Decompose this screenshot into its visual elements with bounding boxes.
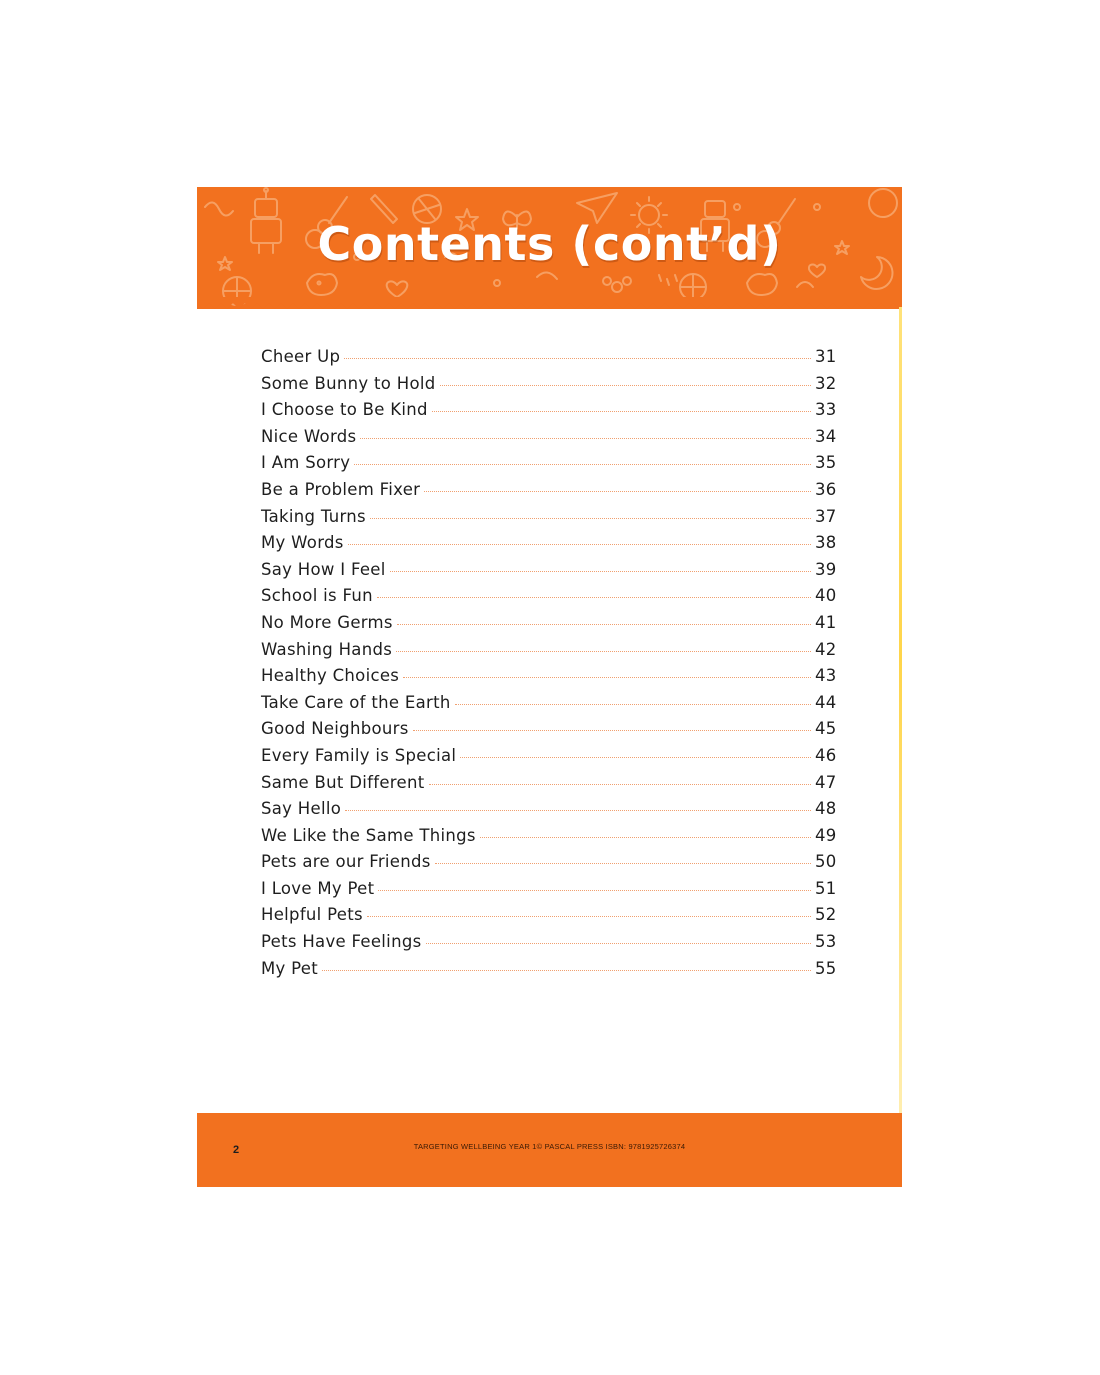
dot-leader: [348, 544, 811, 545]
zigzag-edge: [197, 297, 902, 309]
dot-leader: [397, 624, 811, 625]
toc-entry-page-number: 47: [815, 772, 837, 792]
toc-entry[interactable]: [261, 879, 841, 906]
toc-entry-title: Washing Hands: [261, 639, 393, 659]
toc-entry-title: Some Bunny to Hold: [261, 373, 436, 393]
toc-entry-title: Helpful Pets: [261, 905, 363, 925]
toc-entry-title: My Pet: [261, 958, 319, 978]
toc-entry-page-number: 36: [815, 479, 837, 499]
toc-entry[interactable]: [261, 666, 841, 693]
footer-credit: TARGETING WELLBEING YEAR 1© PASCAL PRESS ISBN: 9781925726374: [413, 1142, 686, 1151]
toc-entry-title: Healthy Choices: [261, 666, 400, 686]
dot-leader: [429, 784, 811, 785]
toc-entry[interactable]: [261, 586, 841, 613]
dot-leader: [377, 597, 811, 598]
toc-entry-page-number: 35: [815, 453, 837, 473]
toc-entry-page-number: 50: [815, 852, 837, 872]
dot-leader: [403, 677, 811, 678]
toc-entry[interactable]: [261, 347, 841, 374]
toc-entry-page-number: 32: [815, 373, 837, 393]
toc-entry-page-number: 39: [815, 559, 837, 579]
dot-leader: [354, 464, 811, 465]
header-banner: [197, 187, 902, 309]
toc-entry-page-number: 42: [815, 639, 837, 659]
toc-entry[interactable]: [261, 905, 841, 932]
toc-entry-page-number: 38: [815, 533, 837, 553]
toc-entry[interactable]: [261, 693, 841, 720]
footer-bar: [197, 1113, 902, 1187]
toc-entry[interactable]: [261, 826, 841, 853]
dot-leader: [345, 810, 811, 811]
page-number: 2: [233, 1144, 240, 1156]
toc-entry-title: Nice Words: [261, 426, 357, 446]
toc-entry-page-number: 44: [815, 692, 837, 712]
toc-entry[interactable]: [261, 959, 841, 986]
dot-leader: [455, 704, 811, 705]
toc-entry-title: We Like the Same Things: [261, 825, 476, 845]
toc-entry-page-number: 45: [815, 719, 837, 739]
toc-entry[interactable]: [261, 507, 841, 534]
toc-entry-title: Pets are our Friends: [261, 852, 431, 872]
toc-entry[interactable]: [261, 640, 841, 667]
toc-entry-title: Say How I Feel: [261, 559, 386, 579]
toc-entry-title: I Choose to Be Kind: [261, 400, 428, 420]
dot-leader: [460, 757, 811, 758]
dot-leader: [413, 730, 811, 731]
toc-entry[interactable]: [261, 533, 841, 560]
toc-entry-page-number: 46: [815, 745, 837, 765]
dot-leader: [344, 358, 811, 359]
toc-entry-title: I Am Sorry: [261, 453, 351, 473]
toc-entry-title: School is Fun: [261, 586, 373, 606]
toc-entry-title: Cheer Up: [261, 347, 341, 366]
toc-entry-page-number: 43: [815, 666, 837, 686]
document-page: [197, 187, 902, 1187]
toc-entry-title: Same But Different: [261, 772, 425, 792]
toc-entry-title: Every Family is Special: [261, 745, 457, 765]
dot-leader: [390, 571, 811, 572]
toc-entry-page-number: 37: [815, 506, 837, 526]
toc-entry-page-number: 51: [815, 878, 837, 898]
dot-leader: [424, 491, 811, 492]
toc-entry-page-number: 53: [815, 932, 837, 952]
toc-entry[interactable]: [261, 719, 841, 746]
toc-entry[interactable]: [261, 746, 841, 773]
dot-leader: [360, 438, 811, 439]
toc-entry-title: Good Neighbours: [261, 719, 409, 739]
dot-leader: [435, 863, 811, 864]
dot-leader: [480, 837, 811, 838]
toc-entry[interactable]: [261, 374, 841, 401]
page-title: Contents (cont’d): [317, 217, 782, 271]
toc-entry[interactable]: [261, 427, 841, 454]
dot-leader: [367, 916, 811, 917]
toc-entry[interactable]: [261, 453, 841, 480]
page-edge-stripe: [899, 307, 902, 1187]
toc-entry-page-number: 55: [815, 958, 837, 978]
toc-entry[interactable]: [261, 852, 841, 879]
toc-entry-title: I Love My Pet: [261, 878, 375, 898]
dot-leader: [396, 651, 811, 652]
dot-leader: [378, 890, 811, 891]
toc-entry-title: Pets Have Feelings: [261, 932, 422, 952]
toc-entry-page-number: 52: [815, 905, 837, 925]
flower-icon: [603, 275, 677, 292]
toc-entry-title: Say Hello: [261, 799, 342, 819]
toc-entry-page-number: 40: [815, 586, 837, 606]
toc-entry-page-number: 33: [815, 400, 837, 420]
toc-entry-title: Take Care of the Earth: [261, 692, 451, 712]
toc-entry[interactable]: [261, 480, 841, 507]
table-of-contents: [261, 347, 841, 985]
toc-entry-title: My Words: [261, 533, 344, 553]
toc-entry[interactable]: [261, 400, 841, 427]
toc-entry[interactable]: [261, 773, 841, 800]
toc-entry[interactable]: [261, 932, 841, 959]
dog-icon: [747, 274, 777, 295]
toc-entry-title: Be a Problem Fixer: [261, 479, 421, 499]
toc-entry-title: No More Germs: [261, 612, 393, 632]
dog-icon: [307, 274, 337, 295]
dot-leader: [440, 385, 811, 386]
toc-entry-page-number: 34: [815, 426, 837, 446]
toc-entry-page-number: 49: [815, 825, 837, 845]
toc-entry-page-number: 41: [815, 612, 837, 632]
ball-icon: [869, 189, 897, 217]
toc-entry[interactable]: [261, 613, 841, 640]
dot-leader: [322, 970, 811, 971]
dot-leader: [370, 518, 811, 519]
dot-leader: [426, 943, 812, 944]
toc-entry-page-number: 31: [815, 347, 837, 366]
dot-leader: [432, 411, 811, 412]
toc-entry-title: Taking Turns: [261, 506, 366, 526]
toc-entry[interactable]: [261, 799, 841, 826]
toc-entry-page-number: 48: [815, 799, 837, 819]
toc-entry[interactable]: [261, 560, 841, 587]
